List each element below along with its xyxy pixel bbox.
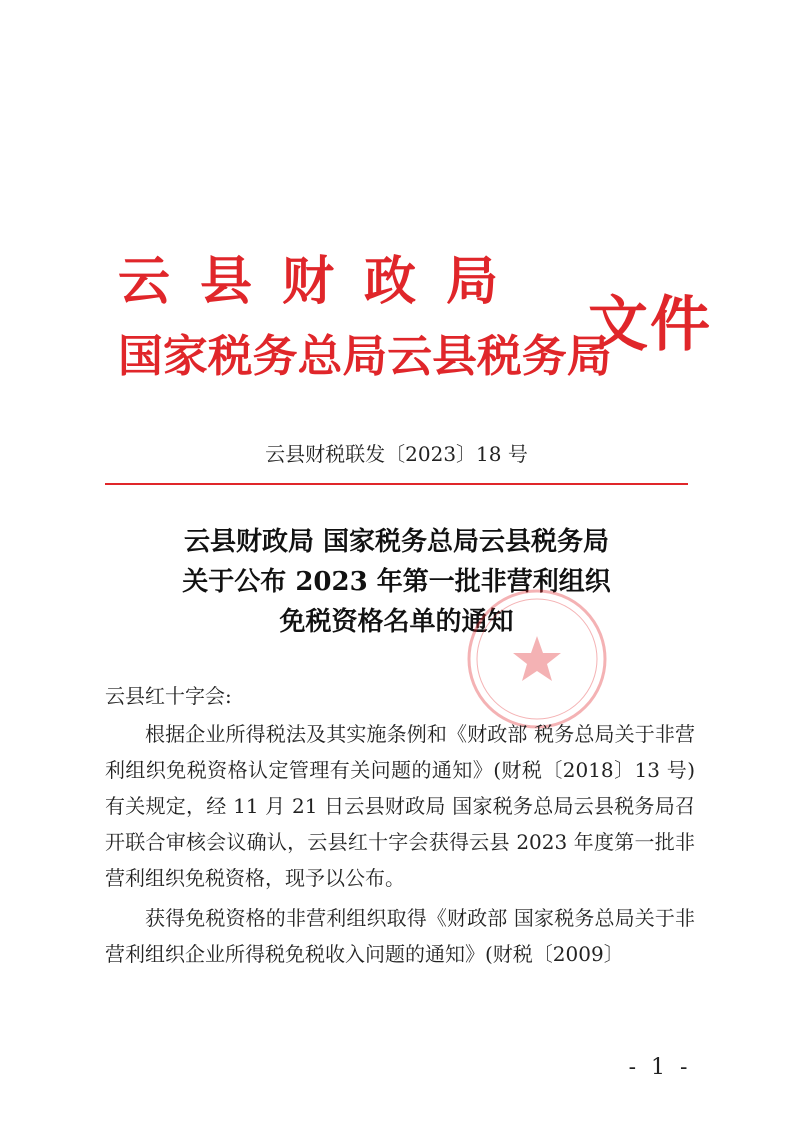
salutation: 云县红十字会: <box>105 684 232 708</box>
body-paragraph-2: 获得免税资格的非营利组织取得《财政部 国家税务总局关于非营利组织企业所得税免税收入问题的通知》(财税〔2009〕 <box>105 906 695 966</box>
document-title <box>0 522 793 642</box>
red-divider-line <box>105 483 688 485</box>
body-paragraph-1: 根据企业所得税法及其实施条例和《财政部 税务总局关于非营利组织免税资格认定管理有关问题的通知》(财税〔2018〕13 号)有关规定，经 11 月 21 日云县财政局 国家税务总局云县税务局召开联合审核会议确认，云县红十字会获得云县 2023 年度第一批非营利组织免税资格，现予以公布。 <box>105 722 695 890</box>
document-type-label: 文件 <box>588 290 712 360</box>
title-line-3: 免税资格名单的通知 <box>279 607 514 637</box>
page-number: - 1 - <box>628 1055 692 1080</box>
title-line-2: 关于公布 2023 年第一批非营利组织 <box>182 567 611 597</box>
document-number: 云县财税联发〔2023〕18 号 <box>265 442 528 466</box>
issuer-name-tax-bureau: 国家税务总局云县税务局 <box>118 331 612 382</box>
document-body <box>105 678 695 976</box>
title-line-1: 云县财政局 国家税务总局云县税务局 <box>183 527 610 557</box>
issuer-name-finance-bureau: 云县财政局 <box>118 251 529 312</box>
